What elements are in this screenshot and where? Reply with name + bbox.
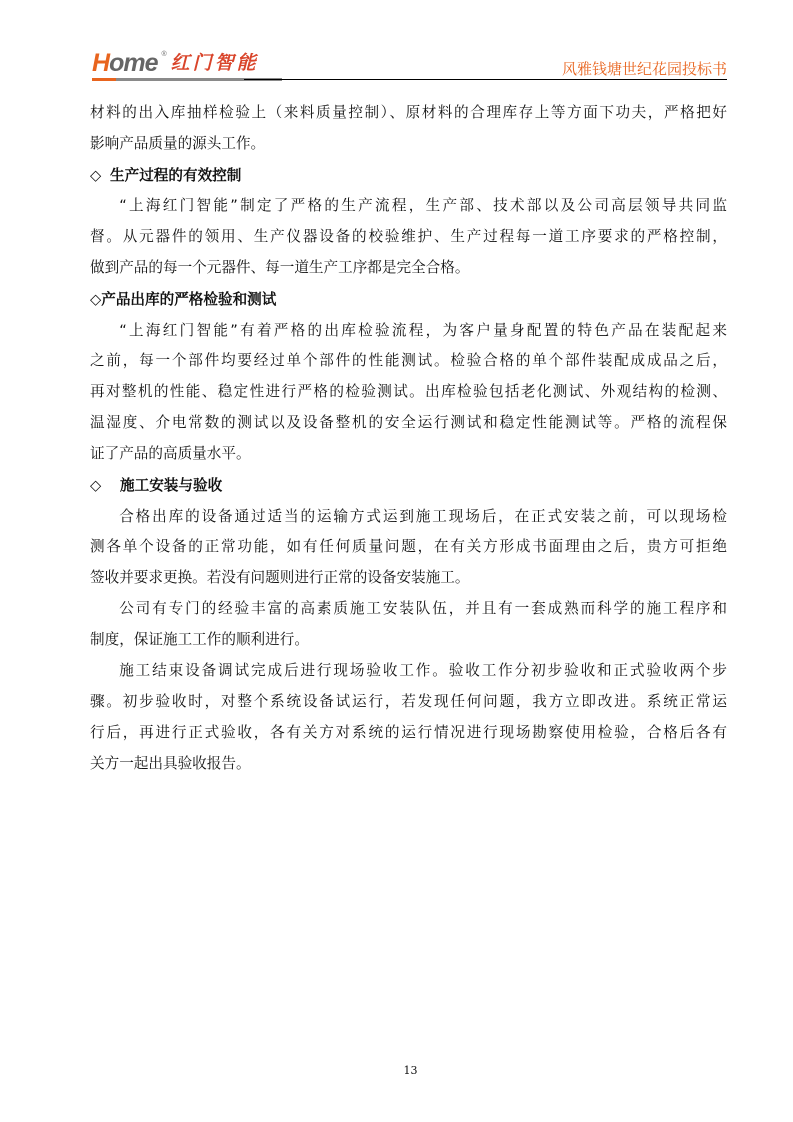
paragraph	[90, 594, 727, 656]
paragraph-line: 材料的出入库抽样检验上（来料质量控制）、原材料的合理库存上等方面下功夫，严格把好	[90, 104, 727, 121]
section-heading-text: 施工安装与验收	[120, 477, 223, 495]
document-body	[90, 98, 727, 780]
header-divider	[244, 79, 727, 80]
paragraph-line: 公司有专门的经验丰富的高素质施工安装队伍，并且有一套成熟而科学的施工程序和	[119, 600, 727, 618]
paragraph-line: 关方一起出具验收报告。	[90, 754, 251, 772]
diamond-bullet-icon: ◇	[90, 166, 102, 184]
diamond-bullet-icon: ◇	[90, 291, 102, 309]
section-heading	[90, 160, 727, 192]
paragraph-line: 制度，保证施工工作的顺利进行。	[90, 631, 309, 649]
paragraph	[90, 502, 727, 595]
paragraph-line: 之前，每一个部件均要经过单个部件的性能测试。检验合格的单个部件装配成成品之后，	[90, 352, 727, 370]
section-heading	[90, 284, 727, 316]
logo-home-text: Home	[92, 49, 158, 77]
section-heading	[90, 470, 727, 502]
logo-chinese-name: 红门智能	[170, 52, 259, 74]
paragraph	[90, 191, 727, 284]
page-number: 13	[403, 1064, 418, 1077]
paragraph-line: 合格出库的设备通过适当的运输方式运到施工现场后，在正式安装之前，可以现场检	[119, 507, 727, 525]
paragraph-line: 影响产品质量的源头工作。	[90, 134, 266, 152]
paragraph-line: 施工结束设备调试完成后进行现场验收工作。验收工作分初步验收和正式验收两个步	[119, 662, 727, 680]
paragraph-line: 做到产品的每一个元器件、每一道生产工序都是完全合格。	[90, 259, 470, 277]
paragraph-line: 骤。初步验收时，对整个系统设备试运行，若发现任何问题，我方立即改进。系统正常运	[90, 693, 727, 710]
paragraph-line: 签收并要求更换。若没有问题则进行正常的设备安装施工。	[90, 569, 470, 587]
paragraph-line: “上海红门智能”有着严格的出库检验流程，为客户量身配置的特色产品在装配起来	[119, 321, 727, 339]
paragraph	[90, 98, 727, 160]
diamond-bullet-icon: ◇	[90, 477, 102, 495]
paragraph-line: 测各单个设备的正常功能，如有任何质量问题，在有关方形成书面理由之后，贵方可拒绝	[90, 538, 727, 556]
paragraph-line: “上海红门智能”制定了严格的生产流程，生产部、技术部以及公司高层领导共同监	[119, 197, 727, 215]
company-logo	[92, 50, 259, 80]
paragraph-line: 再对整机的性能、稳定性进行严格的检验测试。出库检验包括老化测试、外观结构的检测、	[90, 383, 727, 401]
paragraph-line: 温湿度、介电常数的测试以及设备整机的安全运行测试和稳定性能测试等。严格的流程保	[90, 414, 727, 432]
document-title: 风雅钱塘世纪花园投标书	[561, 60, 727, 78]
paragraph	[90, 656, 727, 780]
registered-mark: ®	[161, 51, 167, 58]
paragraph-line: 行后，再进行正式验收，各有关方对系统的运行情况进行现场勘察使用检验，合格后各有	[90, 723, 727, 741]
section-heading-text: 产品出库的严格检验和测试	[101, 291, 277, 309]
paragraph-line: 督。从元器件的领用、生产仪器设备的校验维护、生产过程每一道工序要求的严格控制，	[90, 228, 727, 246]
paragraph-line: 证了产品的高质量水平。	[90, 445, 251, 463]
section-heading-text: 生产过程的有效控制	[110, 166, 242, 184]
paragraph	[90, 316, 727, 471]
